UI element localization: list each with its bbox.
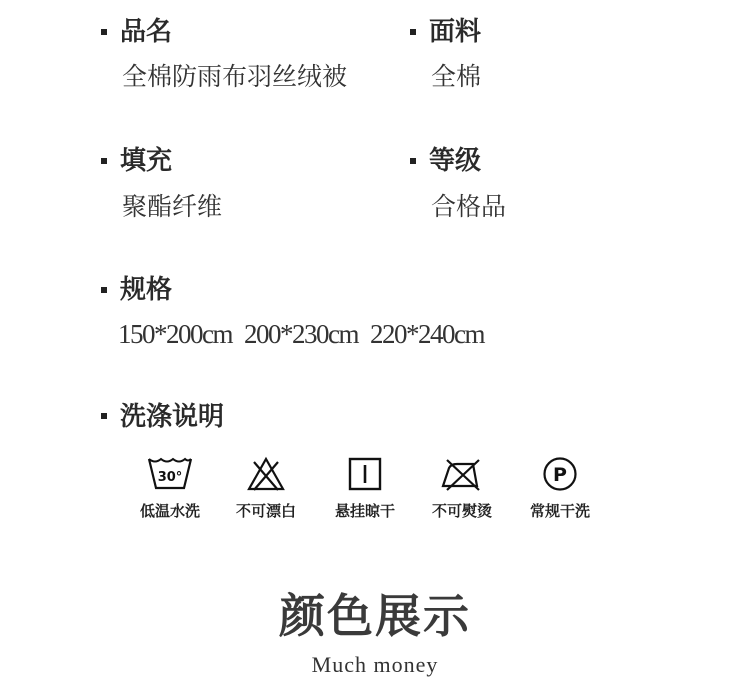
care-item-bleach [221, 456, 311, 521]
care-label: 洗涤说明 [120, 402, 225, 432]
bullet-icon [101, 413, 107, 419]
svg-text:P: P [553, 464, 567, 486]
bullet-icon [410, 158, 416, 164]
care-item-label: 常规干洗 [529, 502, 590, 520]
product-name-value: 全棉防雨布羽丝绒被 [122, 62, 348, 91]
size-value: 200*230cm [244, 319, 358, 349]
filling-label: 填充 [120, 146, 173, 176]
fabric-label: 面料 [429, 17, 482, 47]
grade-label: 等级 [429, 146, 482, 176]
bullet-icon [101, 158, 107, 164]
bullet-icon [101, 287, 107, 293]
care-item-dry-clean [515, 456, 605, 521]
do-not-iron-icon [439, 456, 485, 492]
care-item-iron [417, 456, 507, 521]
care-item-label: 不可熨烫 [431, 502, 492, 520]
size-label: 规格 [120, 275, 173, 305]
care-item-wash [125, 456, 215, 521]
section-subtitle: Much money [311, 652, 439, 677]
do-not-bleach-icon [246, 456, 286, 492]
filling-value: 聚酯纤维 [122, 192, 223, 221]
size-value: 220*240cm [370, 319, 484, 349]
hang-dry-icon [347, 456, 383, 492]
section-title: 颜色展示 [279, 589, 471, 643]
fabric-value: 全棉 [431, 62, 482, 91]
bullet-icon [101, 29, 107, 35]
care-item-label: 悬挂晾干 [334, 502, 395, 520]
size-value: 150*200cm [118, 319, 232, 349]
dry-clean-p-icon [541, 456, 579, 492]
product-name-label: 品名 [120, 17, 173, 47]
bullet-icon [410, 29, 416, 35]
care-item-hang-dry [320, 456, 410, 521]
svg-text:30°: 30° [157, 470, 183, 485]
care-item-label: 不可漂白 [235, 502, 296, 520]
care-item-label: 低温水洗 [139, 502, 200, 520]
size-values [118, 318, 496, 350]
wash-30-icon [146, 456, 194, 492]
grade-value: 合格品 [431, 192, 507, 221]
